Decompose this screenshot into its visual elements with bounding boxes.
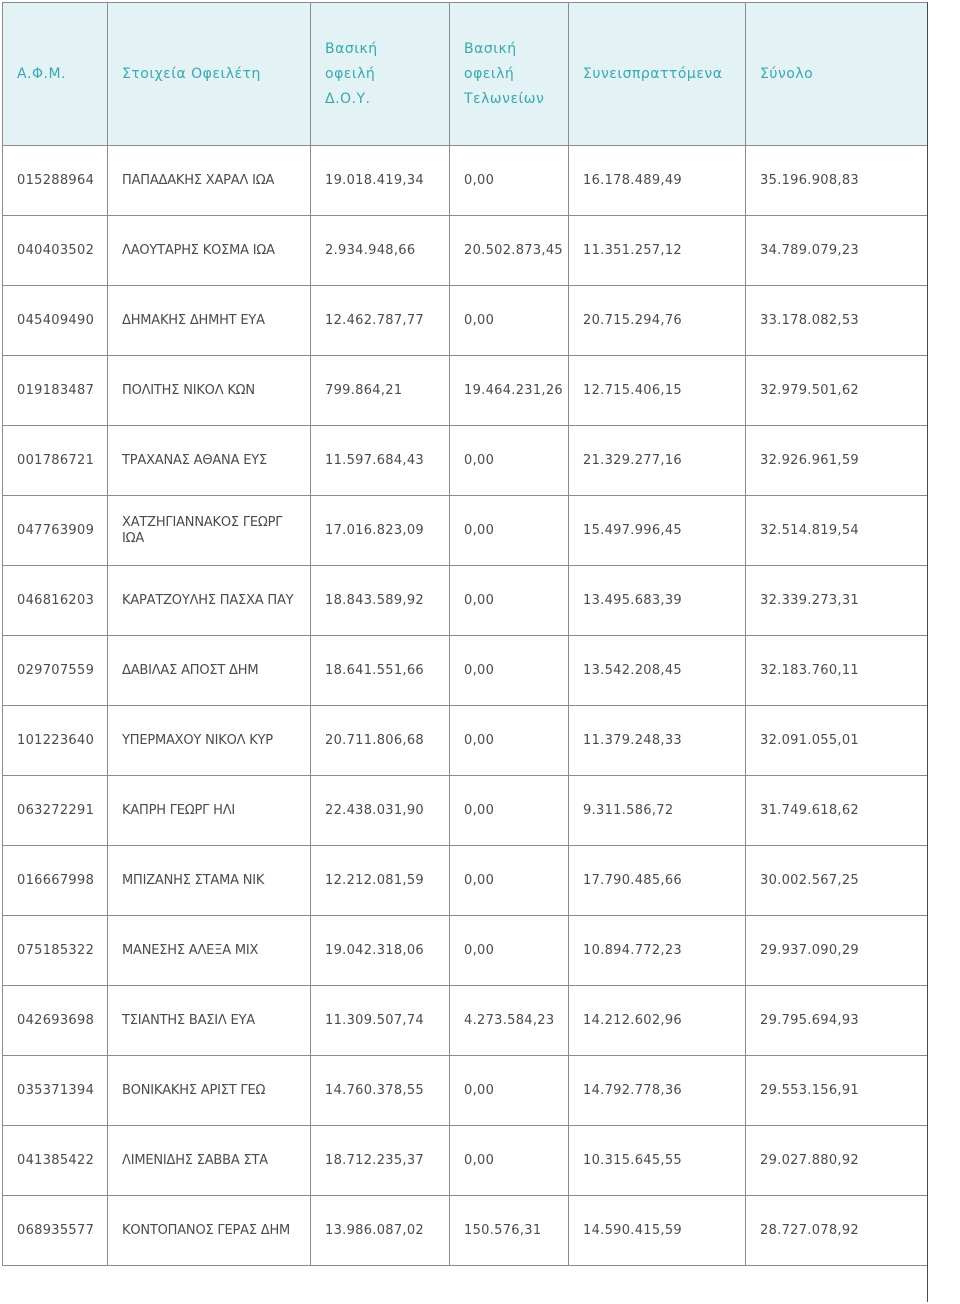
cell-customs-debt: 0,00 xyxy=(450,706,569,776)
cell-debtor-name: ΜΑΝΕΣΗΣ ΑΛΕΞΑ ΜΙΧ xyxy=(108,916,311,986)
cell-doy-debt: 19.018.419,34 xyxy=(311,146,450,216)
cell-collected: 9.311.586,72 xyxy=(569,776,746,846)
cell-doy-debt: 17.016.823,09 xyxy=(311,496,450,566)
cell-afm: 029707559 xyxy=(3,636,108,706)
cell-customs-debt: 19.464.231,26 xyxy=(450,356,569,426)
cell-afm: 046816203 xyxy=(3,566,108,636)
table-row xyxy=(3,566,928,636)
header-collected: Συνεισπραττόμενα xyxy=(569,3,746,146)
cell-debtor-name: ΛΙΜΕΝΙΔΗΣ ΣΑΒΒΑ ΣΤΑ xyxy=(108,1126,311,1196)
table-row xyxy=(3,1056,928,1126)
debtors-table xyxy=(2,2,928,1266)
cell-total: 35.196.908,83 xyxy=(746,146,928,216)
cell-total: 31.749.618,62 xyxy=(746,776,928,846)
cell-customs-debt: 0,00 xyxy=(450,496,569,566)
cell-debtor-name: ΒΟΝΙΚΑΚΗΣ ΑΡΙΣΤ ΓΕΩ xyxy=(108,1056,311,1126)
cell-doy-debt: 11.597.684,43 xyxy=(311,426,450,496)
cell-afm: 063272291 xyxy=(3,776,108,846)
table-header-row xyxy=(3,3,928,146)
table-row xyxy=(3,846,928,916)
cell-debtor-name: ΚΑΠΡΗ ΓΕΩΡΓ ΗΛΙ xyxy=(108,776,311,846)
cell-afm: 016667998 xyxy=(3,846,108,916)
cell-debtor-name: ΚΑΡΑΤΖΟΥΛΗΣ ΠΑΣΧΑ ΠΑΥ xyxy=(108,566,311,636)
cell-debtor-name: ΛΑΟΥΤΑΡΗΣ ΚΟΣΜΑ ΙΩΑ xyxy=(108,216,311,286)
cell-collected: 21.329.277,16 xyxy=(569,426,746,496)
cell-doy-debt: 2.934.948,66 xyxy=(311,216,450,286)
cell-debtor-name: ΠΑΠΑΔΑΚΗΣ ΧΑΡΑΛ ΙΩΑ xyxy=(108,146,311,216)
cell-customs-debt: 150.576,31 xyxy=(450,1196,569,1266)
cell-total: 32.514.819,54 xyxy=(746,496,928,566)
cell-afm: 041385422 xyxy=(3,1126,108,1196)
table-row xyxy=(3,706,928,776)
cell-customs-debt: 4.273.584,23 xyxy=(450,986,569,1056)
cell-customs-debt: 0,00 xyxy=(450,286,569,356)
cell-collected: 12.715.406,15 xyxy=(569,356,746,426)
cell-total: 29.937.090,29 xyxy=(746,916,928,986)
cell-total: 30.002.567,25 xyxy=(746,846,928,916)
cell-collected: 13.542.208,45 xyxy=(569,636,746,706)
table-row xyxy=(3,986,928,1056)
cell-total: 32.339.273,31 xyxy=(746,566,928,636)
table-row xyxy=(3,916,928,986)
cell-customs-debt: 0,00 xyxy=(450,636,569,706)
table-row xyxy=(3,426,928,496)
header-customs-line: Τελωνείων xyxy=(464,91,545,107)
cell-total: 29.795.694,93 xyxy=(746,986,928,1056)
header-doy xyxy=(311,3,450,146)
header-customs-line: οφειλή xyxy=(464,66,515,82)
header-total: Σύνολο xyxy=(746,3,928,146)
cell-debtor-name: ΔΑΒΙΛΑΣ ΑΠΟΣΤ ΔΗΜ xyxy=(108,636,311,706)
cell-total: 32.979.501,62 xyxy=(746,356,928,426)
cell-debtor-name: ΚΟΝΤΟΠΑΝΟΣ ΓΕΡΑΣ ΔΗΜ xyxy=(108,1196,311,1266)
cell-doy-debt: 18.641.551,66 xyxy=(311,636,450,706)
cell-doy-debt: 799.864,21 xyxy=(311,356,450,426)
cell-customs-debt: 0,00 xyxy=(450,846,569,916)
table-row xyxy=(3,146,928,216)
cell-debtor-name: ΤΣΙΑΝΤΗΣ ΒΑΣΙΛ ΕΥΑ xyxy=(108,986,311,1056)
cell-afm: 015288964 xyxy=(3,146,108,216)
cell-debtor-name: ΜΠΙΖΑΝΗΣ ΣΤΑΜΑ ΝΙΚ xyxy=(108,846,311,916)
cell-collected: 11.379.248,33 xyxy=(569,706,746,776)
cell-collected: 13.495.683,39 xyxy=(569,566,746,636)
cell-customs-debt: 0,00 xyxy=(450,916,569,986)
cell-collected: 15.497.996,45 xyxy=(569,496,746,566)
cell-doy-debt: 22.438.031,90 xyxy=(311,776,450,846)
table-row xyxy=(3,776,928,846)
cell-afm: 035371394 xyxy=(3,1056,108,1126)
cell-customs-debt: 0,00 xyxy=(450,426,569,496)
cell-afm: 040403502 xyxy=(3,216,108,286)
table-row xyxy=(3,356,928,426)
cell-collected: 10.315.645,55 xyxy=(569,1126,746,1196)
cell-customs-debt: 0,00 xyxy=(450,1056,569,1126)
cell-collected: 14.212.602,96 xyxy=(569,986,746,1056)
table-row xyxy=(3,1126,928,1196)
table-row xyxy=(3,636,928,706)
cell-total: 32.091.055,01 xyxy=(746,706,928,776)
cell-total: 28.727.078,92 xyxy=(746,1196,928,1266)
page-edge-line xyxy=(927,2,928,1302)
cell-customs-debt: 0,00 xyxy=(450,146,569,216)
table-row xyxy=(3,496,928,566)
cell-afm: 019183487 xyxy=(3,356,108,426)
cell-doy-debt: 14.760.378,55 xyxy=(311,1056,450,1126)
cell-total: 29.027.880,92 xyxy=(746,1126,928,1196)
cell-collected: 11.351.257,12 xyxy=(569,216,746,286)
cell-doy-debt: 19.042.318,06 xyxy=(311,916,450,986)
cell-doy-debt: 12.212.081,59 xyxy=(311,846,450,916)
header-doy-line: Βασική xyxy=(325,41,378,57)
cell-customs-debt: 0,00 xyxy=(450,566,569,636)
cell-doy-debt: 20.711.806,68 xyxy=(311,706,450,776)
cell-collected: 17.790.485,66 xyxy=(569,846,746,916)
table-row xyxy=(3,216,928,286)
cell-debtor-name: ΧΑΤΖΗΓΙΑΝΝΑΚΟΣ ΓΕΩΡΓ ΙΩΑ xyxy=(108,496,311,566)
cell-afm: 101223640 xyxy=(3,706,108,776)
cell-total: 32.183.760,11 xyxy=(746,636,928,706)
cell-debtor-name: ΤΡΑΧΑΝΑΣ ΑΘΑΝΑ ΕΥΣ xyxy=(108,426,311,496)
cell-total: 34.789.079,23 xyxy=(746,216,928,286)
cell-debtor-name: ΠΟΛΙΤΗΣ ΝΙΚΟΛ ΚΩΝ xyxy=(108,356,311,426)
cell-total: 29.553.156,91 xyxy=(746,1056,928,1126)
cell-collected: 10.894.772,23 xyxy=(569,916,746,986)
header-customs-line: Βασική xyxy=(464,41,517,57)
cell-customs-debt: 0,00 xyxy=(450,1126,569,1196)
cell-doy-debt: 12.462.787,77 xyxy=(311,286,450,356)
cell-debtor-name: ΔΗΜΑΚΗΣ ΔΗΜΗΤ ΕΥΑ xyxy=(108,286,311,356)
cell-customs-debt: 20.502.873,45 xyxy=(450,216,569,286)
cell-afm: 001786721 xyxy=(3,426,108,496)
cell-doy-debt: 18.712.235,37 xyxy=(311,1126,450,1196)
cell-doy-debt: 18.843.589,92 xyxy=(311,566,450,636)
cell-customs-debt: 0,00 xyxy=(450,776,569,846)
table-row xyxy=(3,286,928,356)
cell-debtor-name: ΥΠΕΡΜΑΧΟΥ ΝΙΚΟΛ ΚΥΡ xyxy=(108,706,311,776)
header-customs xyxy=(450,3,569,146)
cell-afm: 045409490 xyxy=(3,286,108,356)
cell-afm: 068935577 xyxy=(3,1196,108,1266)
cell-afm: 042693698 xyxy=(3,986,108,1056)
cell-total: 33.178.082,53 xyxy=(746,286,928,356)
header-doy-line: Δ.Ο.Υ. xyxy=(325,91,371,107)
cell-total: 32.926.961,59 xyxy=(746,426,928,496)
cell-afm: 075185322 xyxy=(3,916,108,986)
header-afm: Α.Φ.Μ. xyxy=(3,3,108,146)
cell-doy-debt: 11.309.507,74 xyxy=(311,986,450,1056)
cell-collected: 16.178.489,49 xyxy=(569,146,746,216)
header-debtor: Στοιχεία Οφειλέτη xyxy=(108,3,311,146)
cell-collected: 14.590.415,59 xyxy=(569,1196,746,1266)
table-row xyxy=(3,1196,928,1266)
header-doy-line: οφειλή xyxy=(325,66,376,82)
cell-doy-debt: 13.986.087,02 xyxy=(311,1196,450,1266)
cell-afm: 047763909 xyxy=(3,496,108,566)
cell-collected: 20.715.294,76 xyxy=(569,286,746,356)
cell-collected: 14.792.778,36 xyxy=(569,1056,746,1126)
